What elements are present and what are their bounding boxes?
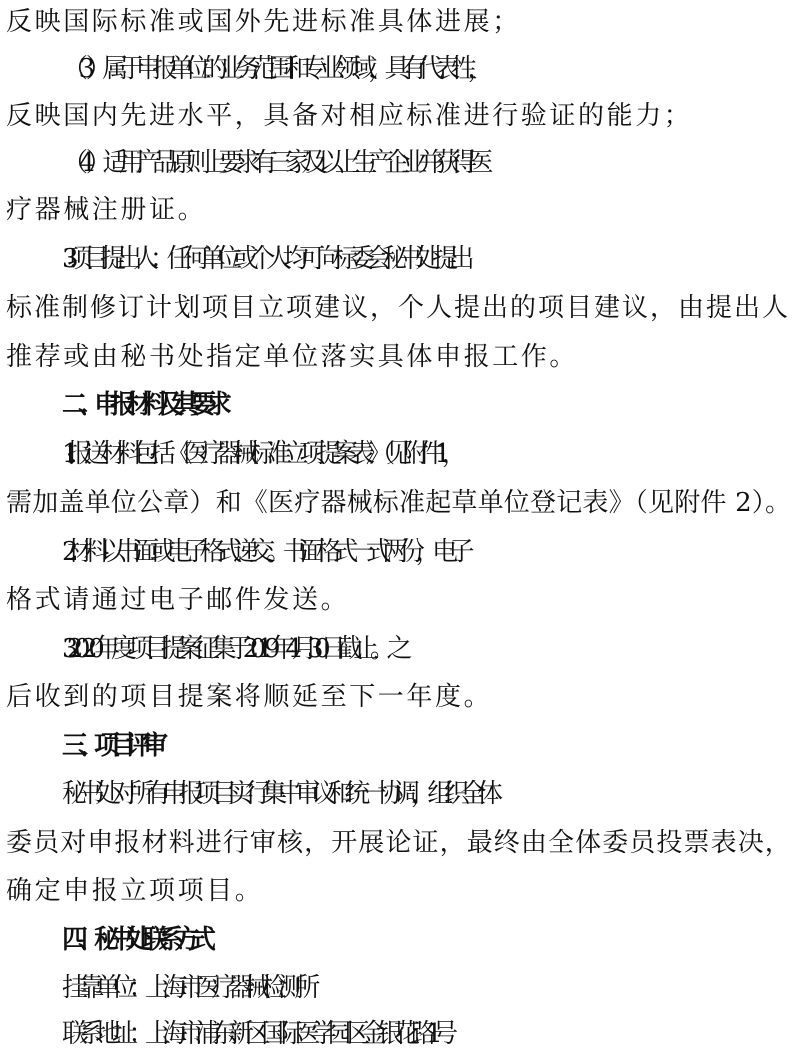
paragraph-item-3: 3. 项目提出人：任何单位或个人均可向标委会秘书处提出 (62, 244, 466, 274)
list-item-3: （3）属于申报单位的业务范围和专业领域，具有代表性， (62, 54, 485, 84)
text-line-continuation: 确定申报立项项目。 (6, 876, 264, 906)
text-line-continuation: 反映国内先进水平，具备对相应标准进行验证的能力； (6, 101, 693, 131)
paragraph-item-1: 1. 报送材料包括《医疗器械标准立项提案表》（见附件 1， (62, 439, 459, 469)
text-line-continuation: 反映国际标准或国外先进标准具体进展； (6, 7, 521, 37)
paragraph-item-2: 2. 材料以书面或电子格式递交。书面格式一式两份，电子 (62, 537, 466, 567)
text-line-continuation: 后收到的项目提案将顺延至下一年度。 (6, 682, 493, 712)
section-heading-4: 四、秘书处联系方式 (62, 925, 207, 955)
paragraph-text: 秘书处对所有申报项目实行集中审议和统一协调，组织全体 (62, 779, 494, 809)
text-line-continuation: 疗器械注册证。 (6, 195, 207, 225)
contact-unit: 挂靠单位：上海市医疗器械检测所 (62, 973, 312, 1003)
paragraph-item-3b: 3. 2020 年度项目提案征集于 2019 年 4 月 30 日截止。之 (62, 634, 404, 664)
list-item-4: （4）适用产品原则上要求有三家及以上生产企业并获得医 (62, 148, 485, 178)
text-line-continuation: 标准制修订计划项目立项建议，个人提出的项目建议，由提出人 (6, 293, 791, 323)
text-line-continuation: 格式请通过电子邮件发送。 (6, 585, 350, 615)
section-heading-2: 二、申报材料及其要求 (62, 390, 223, 420)
text-line-continuation: 需加盖单位公章）和《医疗器械标准起草单位登记表》（见附件 2）。 (6, 488, 792, 518)
text-line-continuation: 推荐或由秘书处指定单位落实具体申报工作。 (6, 342, 579, 372)
text-line-continuation: 委员对申报材料进行审核，开展论证，最终由全体委员投票表决， (6, 828, 792, 858)
section-heading-3: 三、项目评审 (62, 731, 159, 761)
contact-address: 联系地址：上海市浦东新区国际医学园区金银花路 1 号 (62, 1019, 449, 1049)
